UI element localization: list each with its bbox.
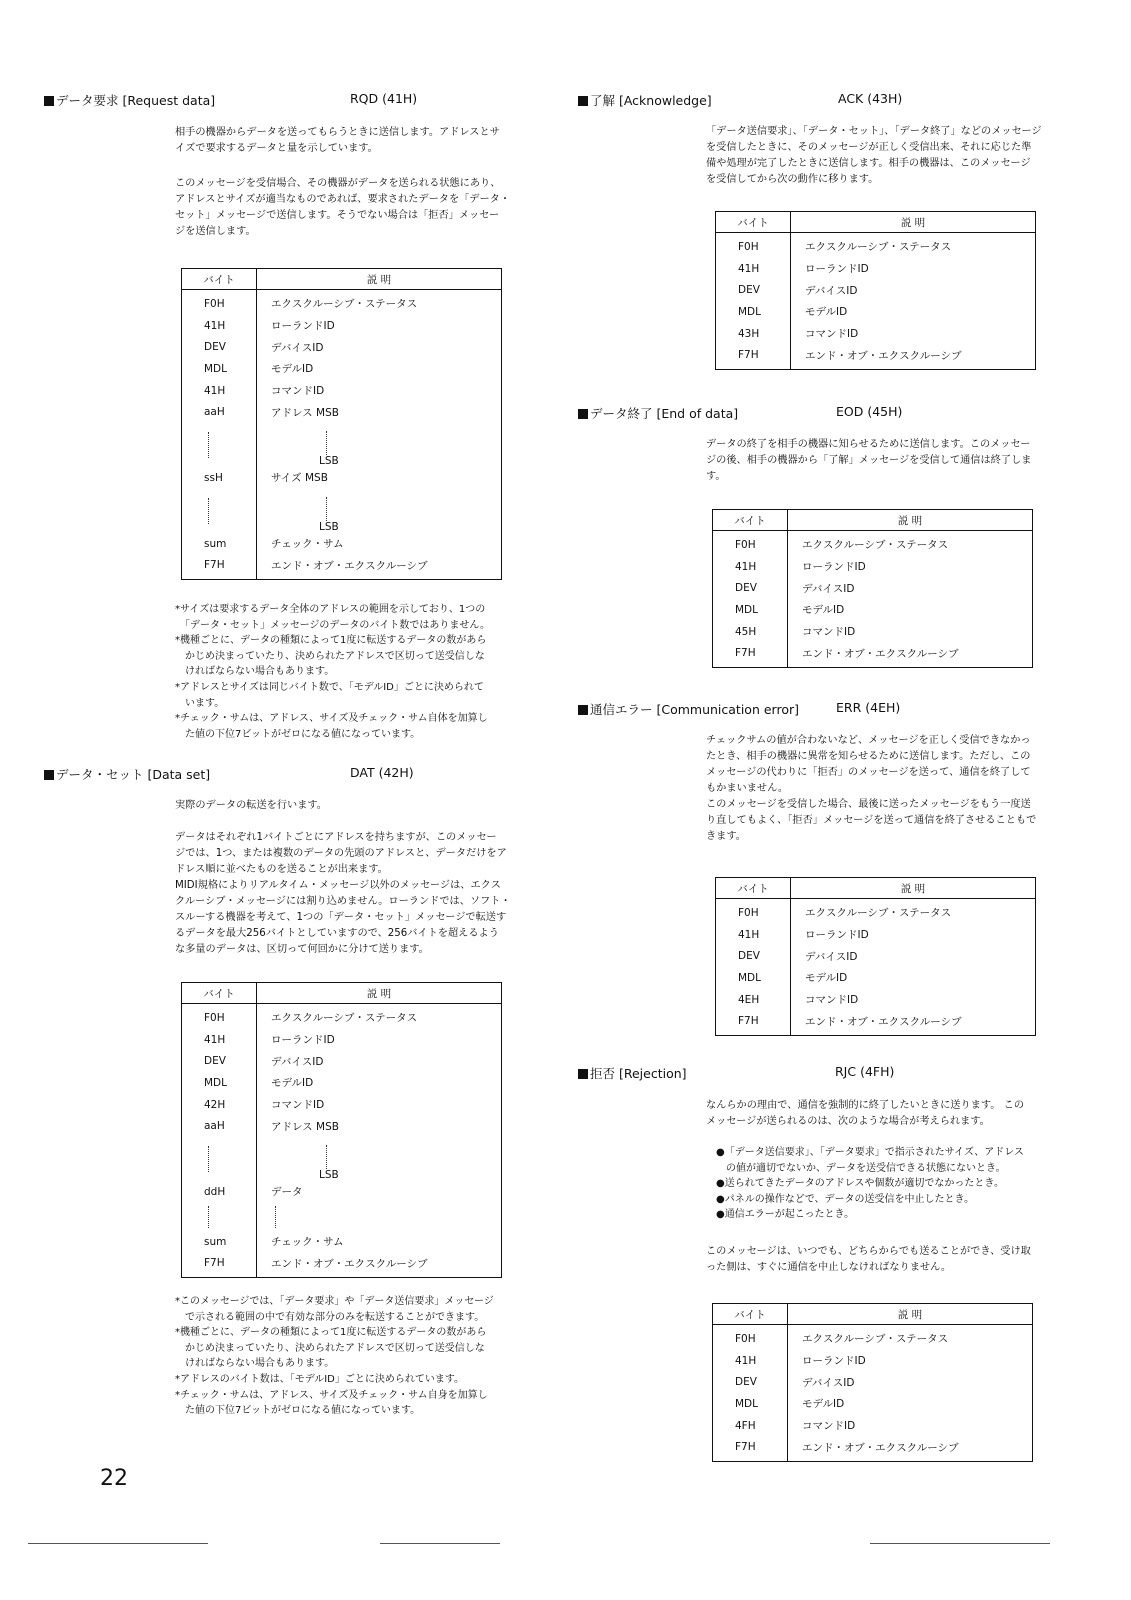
- description-cell: デバイスID: [271, 1055, 324, 1068]
- paragraph: なんらかの理由で、通信を強制的に終了したいときに送ります。 この メッセージが送られるのは、次のような場合が考えられます。: [706, 1100, 1025, 1127]
- square-bullet-icon: [578, 705, 588, 715]
- table-row: [713, 531, 1033, 556]
- description-cell: アドレス MSB: [271, 406, 339, 419]
- scan-artifact-line: [380, 1543, 500, 1544]
- description-cell: モデルID: [802, 1398, 845, 1411]
- description-cell: コマンドID: [271, 1099, 325, 1112]
- description-cell: [257, 1203, 502, 1231]
- description-cell: コマンドID: [802, 626, 856, 639]
- paragraph: データの終了を相手の機器に知らせるために送信します。このメッセー ジの後、相手の機器から「了解」メッセージを受信して通信は終了しま す。: [706, 439, 1032, 482]
- description-cell: デバイスID: [805, 950, 858, 963]
- byte-cell: DEV: [713, 577, 788, 599]
- table-row: [182, 358, 502, 380]
- section-title: データ終了 [End of data]: [590, 406, 739, 421]
- table-row: [182, 1181, 502, 1203]
- table-row-continuation: [182, 423, 502, 467]
- byte-cell: DEV: [182, 1050, 257, 1072]
- description-cell: エクスクルーシブ・ステータス: [805, 907, 952, 920]
- byte-cell: 4EH: [716, 989, 791, 1011]
- vertical-dots-icon: [326, 497, 327, 521]
- byte-cell-continuation: [182, 423, 257, 467]
- table-row: [182, 336, 502, 358]
- byte-cell: 41H: [182, 1029, 257, 1051]
- vertical-dots-icon: [208, 432, 209, 458]
- section-title: データ・セット [Data set]: [56, 767, 211, 782]
- description-cell: コマンドID: [805, 994, 859, 1007]
- byte-cell: ssH: [182, 467, 257, 489]
- description-cell: チェック・サム: [271, 538, 344, 551]
- column-header-byte: バイト: [182, 983, 257, 1004]
- paragraph: データはそれぞれ1バイトごとにアドレスを持ちますが、このメッセー ジでは、1つ、または複数のデータの先頭のアドレスと、データだけをア ドレス順に並べたものを送ることが出来ます。 MIDI規格によりリアルタイム・メッセージ以外のメッセージは、エクス クルーシブ・メッセージには割り込めません。ローランドでは、ソフト・ スルーする機器を考えて、1つの「データ・セット」メッセージで転送す るデータを最大256バイトとしていますので、256バイトを超えるよう な多量のデータは、区切って何回かに分けて送ります。: [175, 832, 511, 955]
- table-header-row: [716, 212, 1036, 233]
- byte-cell: ddH: [182, 1181, 257, 1203]
- byte-cell: MDL: [716, 967, 791, 989]
- description-cell: [257, 489, 502, 533]
- byte-cell: DEV: [182, 336, 257, 358]
- description-cell: デバイスID: [805, 284, 858, 297]
- byte-cell: DEV: [713, 1371, 788, 1393]
- description-cell: ローランドID: [802, 561, 866, 574]
- byte-cell: aaH: [182, 401, 257, 423]
- table-row: [182, 1072, 502, 1094]
- description-cell: エクスクルーシブ・ステータス: [271, 298, 418, 311]
- byte-cell-continuation: [182, 489, 257, 533]
- byte-cell: MDL: [716, 301, 791, 323]
- description-cell: モデルID: [805, 972, 848, 985]
- message-code: EOD (45H): [836, 404, 903, 419]
- column-header-byte: バイト: [716, 212, 791, 233]
- column-header-description: 説 明: [791, 212, 1036, 233]
- description-cell: エンド・オブ・エクスクルーシブ: [805, 1015, 962, 1028]
- message-code: RQD (41H): [350, 91, 418, 106]
- byte-cell: F7H: [713, 642, 788, 667]
- message-table-rqd: [181, 268, 502, 580]
- table-row: [716, 279, 1036, 301]
- byte-cell: 41H: [713, 556, 788, 578]
- byte-cell: sum: [182, 1231, 257, 1253]
- description-cell: エンド・オブ・エクスクルーシブ: [802, 647, 959, 660]
- notes-list: *このメッセージでは、「データ要求」や「データ送信要求」メッセージ で示される範囲の中で有効な部分のみを転送することができます。 *機種ごとに、データの種類によって1度に転送するデータの数があら かじめ決まっていたり、決められたアドレスで区切って送受信しな ければならない場合もあります。 *アドレスのバイト数は、「モデルID」ごとに決められています。 *チェック・サムは、アドレス、サイズ及チェック・サム自身を加算し た値の下位7ビットがゼロになる値になっています。: [175, 1296, 494, 1417]
- byte-cell: sum: [182, 533, 257, 555]
- table-row: [713, 1371, 1033, 1393]
- column-header-description: 説 明: [788, 1304, 1033, 1325]
- byte-cell: 4FH: [713, 1415, 788, 1437]
- description-cell: コマンドID: [802, 1420, 856, 1433]
- message-code: DAT (42H): [350, 765, 414, 780]
- description-cell: チェック・サム: [271, 1236, 344, 1249]
- byte-cell: F0H: [713, 1325, 788, 1350]
- table-header-row: [716, 878, 1036, 899]
- message-table-dat: [181, 982, 502, 1278]
- byte-cell: F7H: [716, 344, 791, 369]
- table-row: [182, 401, 502, 423]
- description-cell: エンド・オブ・エクスクルーシブ: [805, 349, 962, 362]
- lsb-label: LSB: [319, 455, 339, 468]
- description-cell: ローランドID: [271, 320, 335, 333]
- table-row: [713, 1415, 1033, 1437]
- section-heading-rqd: [44, 91, 418, 109]
- table-row: [716, 301, 1036, 323]
- vertical-dots-icon: [275, 1206, 276, 1228]
- vertical-dots-icon: [208, 498, 209, 524]
- message-table-err: [715, 877, 1036, 1036]
- byte-cell: 43H: [716, 323, 791, 345]
- column-header-description: 説 明: [791, 878, 1036, 899]
- table-row: [182, 1004, 502, 1029]
- byte-cell: 41H: [713, 1350, 788, 1372]
- column-header-description: 説 明: [788, 510, 1033, 531]
- column-header-byte: バイト: [713, 510, 788, 531]
- byte-cell: F0H: [182, 290, 257, 315]
- table-row: [182, 555, 502, 580]
- table-row: [713, 1350, 1033, 1372]
- description-cell: エンド・オブ・エクスクルーシブ: [271, 1257, 428, 1270]
- byte-cell: MDL: [182, 1072, 257, 1094]
- scan-artifact-line: [28, 1543, 208, 1544]
- table-row: [182, 1094, 502, 1116]
- lsb-label: LSB: [319, 1169, 339, 1182]
- table-row: [182, 1231, 502, 1253]
- byte-cell: DEV: [716, 945, 791, 967]
- paragraph: このメッセージは、いつでも、どちらからでも送ることができ、受け取 った側は、すぐに通信を中止しなければなりません。: [706, 1246, 1031, 1273]
- description-cell: エンド・オブ・エクスクルーシブ: [802, 1441, 959, 1454]
- description-cell: コマンドID: [805, 328, 859, 341]
- byte-cell: 42H: [182, 1094, 257, 1116]
- square-bullet-icon: [578, 96, 588, 106]
- table-row: [716, 1010, 1036, 1035]
- description-cell: デバイスID: [271, 341, 324, 354]
- table-row: [182, 290, 502, 315]
- table-row-continuation: [182, 489, 502, 533]
- description-cell: モデルID: [802, 604, 845, 617]
- byte-cell: 41H: [716, 258, 791, 280]
- table-row: [182, 1029, 502, 1051]
- table-row: [713, 1325, 1033, 1350]
- description-cell: エクスクルーシブ・ステータス: [802, 539, 949, 552]
- table-header-row: [182, 269, 502, 290]
- description-cell: モデルID: [271, 363, 314, 376]
- description-cell: デバイスID: [802, 582, 855, 595]
- description-cell: [257, 423, 502, 467]
- description-cell: デバイスID: [802, 1376, 855, 1389]
- table-row: [713, 599, 1033, 621]
- description-cell: コマンドID: [271, 385, 325, 398]
- description-cell: ローランドID: [805, 263, 869, 276]
- page-number: 22: [100, 1466, 128, 1491]
- square-bullet-icon: [44, 770, 54, 780]
- table-row: [716, 945, 1036, 967]
- scan-artifact-line: [870, 1543, 1050, 1544]
- vertical-dots-icon: [208, 1146, 209, 1172]
- paragraph: チェックサムの値が合わないなど、メッセージを正しく受信できなかっ たとき、相手の機器に異常を知らせるために送信します。ただし、この メッセージの代わりに「拒否」のメッセージを送って、通信を終了して もかまいません。 このメッセージを受信した場合、最後に送ったメッセージをもう一度送 り直してもよく、「拒否」メッセージを送って通信を終了させることもで きます。: [706, 735, 1037, 842]
- table-row: [182, 1050, 502, 1072]
- square-bullet-icon: [44, 96, 54, 106]
- square-bullet-icon: [578, 409, 588, 419]
- message-code: RJC (4FH): [835, 1064, 895, 1079]
- section-heading-ack: [578, 91, 903, 109]
- message-table-eod: [712, 509, 1033, 668]
- table-header-row: [713, 510, 1033, 531]
- table-row: [716, 967, 1036, 989]
- table-row: [716, 924, 1036, 946]
- byte-cell: MDL: [713, 1393, 788, 1415]
- description-cell: モデルID: [805, 306, 848, 319]
- byte-cell: F0H: [716, 233, 791, 258]
- section-heading-eod: [578, 404, 903, 422]
- byte-cell: DEV: [716, 279, 791, 301]
- table-row: [182, 533, 502, 555]
- table-row: [716, 233, 1036, 258]
- table-header-row: [713, 1304, 1033, 1325]
- description-cell: ローランドID: [805, 929, 869, 942]
- vertical-dots-icon: [208, 1206, 209, 1228]
- description-cell: エンド・オブ・エクスクルーシブ: [271, 559, 428, 572]
- table-row: [716, 258, 1036, 280]
- byte-cell: F7H: [716, 1010, 791, 1035]
- column-header-description: 説 明: [257, 983, 502, 1004]
- message-table-ack: [715, 211, 1036, 370]
- table-row: [713, 642, 1033, 667]
- section-heading-err: [578, 700, 901, 718]
- section-heading-dat: [44, 765, 414, 783]
- column-header-byte: バイト: [716, 878, 791, 899]
- description-cell: ローランドID: [271, 1034, 335, 1047]
- lsb-label: LSB: [319, 520, 339, 533]
- byte-cell: F7H: [713, 1436, 788, 1461]
- table-row: [713, 1393, 1033, 1415]
- bullet-list: ●「データ送信要求」、「データ要求」で指示されたサイズ、アドレス の値が適切でないか、データを送受信できる状態にないとき。 ●送られてきたデータのアドレスや個数が適切でなかったとき。 ●パネルの操作などで、データの送受信を中止したとき。 ●通信エラーが起こったとき。: [716, 1147, 1024, 1221]
- table-row: [713, 621, 1033, 643]
- description-cell: エクスクルーシブ・ステータス: [802, 1333, 949, 1346]
- byte-cell: F7H: [182, 1253, 257, 1278]
- section-title: データ要求 [Request data]: [56, 93, 216, 108]
- table-row: [716, 344, 1036, 369]
- column-header-byte: バイト: [713, 1304, 788, 1325]
- byte-cell: F0H: [713, 531, 788, 556]
- paragraph: このメッセージを受信場合、その機器がデータを送られる状態にあり、 アドレスとサイズが適当なものであれば、要求されたデータを「データ・ セット」メッセージで送信します。そうでない場合は「拒否」メッセー ジを送信します。: [175, 178, 511, 237]
- table-row: [182, 380, 502, 402]
- message-table-rjc: [712, 1303, 1033, 1462]
- paragraph: 相手の機器からデータを送ってもらうときに送信します。アドレスとサ イズで要求するデータと量を示しています。: [175, 127, 500, 154]
- paragraph: 実際のデータの転送を行います。: [175, 800, 327, 811]
- byte-cell: aaH: [182, 1115, 257, 1137]
- byte-cell: 41H: [716, 924, 791, 946]
- section-title: 通信エラー [Communication error]: [590, 702, 799, 717]
- square-bullet-icon: [578, 1069, 588, 1079]
- table-row: [182, 1115, 502, 1137]
- column-header-byte: バイト: [182, 269, 257, 290]
- table-row: [716, 323, 1036, 345]
- description-cell: モデルID: [271, 1077, 314, 1090]
- table-row: [713, 1436, 1033, 1461]
- byte-cell: 41H: [182, 315, 257, 337]
- section-title: 拒否 [Rejection]: [590, 1066, 687, 1081]
- description-cell: エクスクルーシブ・ステータス: [805, 241, 952, 254]
- description-cell: エクスクルーシブ・ステータス: [271, 1012, 418, 1025]
- table-row: [716, 899, 1036, 924]
- description-cell: データ: [271, 1186, 303, 1199]
- table-row: [713, 577, 1033, 599]
- message-code: ERR (4EH): [836, 700, 901, 715]
- description-cell: アドレス MSB: [271, 1120, 339, 1133]
- description-cell: サイズ MSB: [271, 472, 328, 485]
- description-cell: [257, 1137, 502, 1181]
- table-row: [182, 1253, 502, 1278]
- vertical-dots-icon: [326, 1145, 327, 1169]
- byte-cell: MDL: [713, 599, 788, 621]
- column-header-description: 説 明: [257, 269, 502, 290]
- notes-list: *サイズは要求するデータ全体のアドレスの範囲を示しており、1つの 「データ・セット」メッセージのデータのバイト数ではありません。 *機種ごとに、データの種類によって1度に転送するデータの数があら かじめ決まっていたり、決められたアドレスで区切って送受信しな ければならない場合もあります。 *アドレスとサイズは同じバイト数で、「モデルID」ごとに決められて います。 *チェック・サムは、アドレス、サイズ及チェック・サム自体を加算し た値の下位7ビットがゼロになる値になっています。: [175, 604, 490, 740]
- table-row: [716, 989, 1036, 1011]
- message-code: ACK (43H): [838, 91, 903, 106]
- paragraph: 「データ送信要求」、「データ・セット」、「データ終了」などのメッセージ を受信したときに、そのメッセージが正しく受信出来、それに応じた準 備や処理が完了したときに送信します。相手の機器は、このメッセージ を受信してから次の動作に移ります。: [706, 126, 1042, 185]
- table-row: [713, 556, 1033, 578]
- description-cell: ローランドID: [802, 1355, 866, 1368]
- byte-cell: MDL: [182, 358, 257, 380]
- table-row: [182, 315, 502, 337]
- table-header-row: [182, 983, 502, 1004]
- table-row-continuation: [182, 1203, 502, 1231]
- byte-cell-continuation: [182, 1203, 257, 1231]
- table-row-continuation: [182, 1137, 502, 1181]
- byte-cell: F7H: [182, 555, 257, 580]
- byte-cell-continuation: [182, 1137, 257, 1181]
- byte-cell: F0H: [716, 899, 791, 924]
- byte-cell: F0H: [182, 1004, 257, 1029]
- vertical-dots-icon: [326, 431, 327, 455]
- section-title: 了解 [Acknowledge]: [590, 93, 712, 108]
- table-row: [182, 467, 502, 489]
- byte-cell: 45H: [713, 621, 788, 643]
- byte-cell: 41H: [182, 380, 257, 402]
- section-heading-rjc: [578, 1064, 895, 1082]
